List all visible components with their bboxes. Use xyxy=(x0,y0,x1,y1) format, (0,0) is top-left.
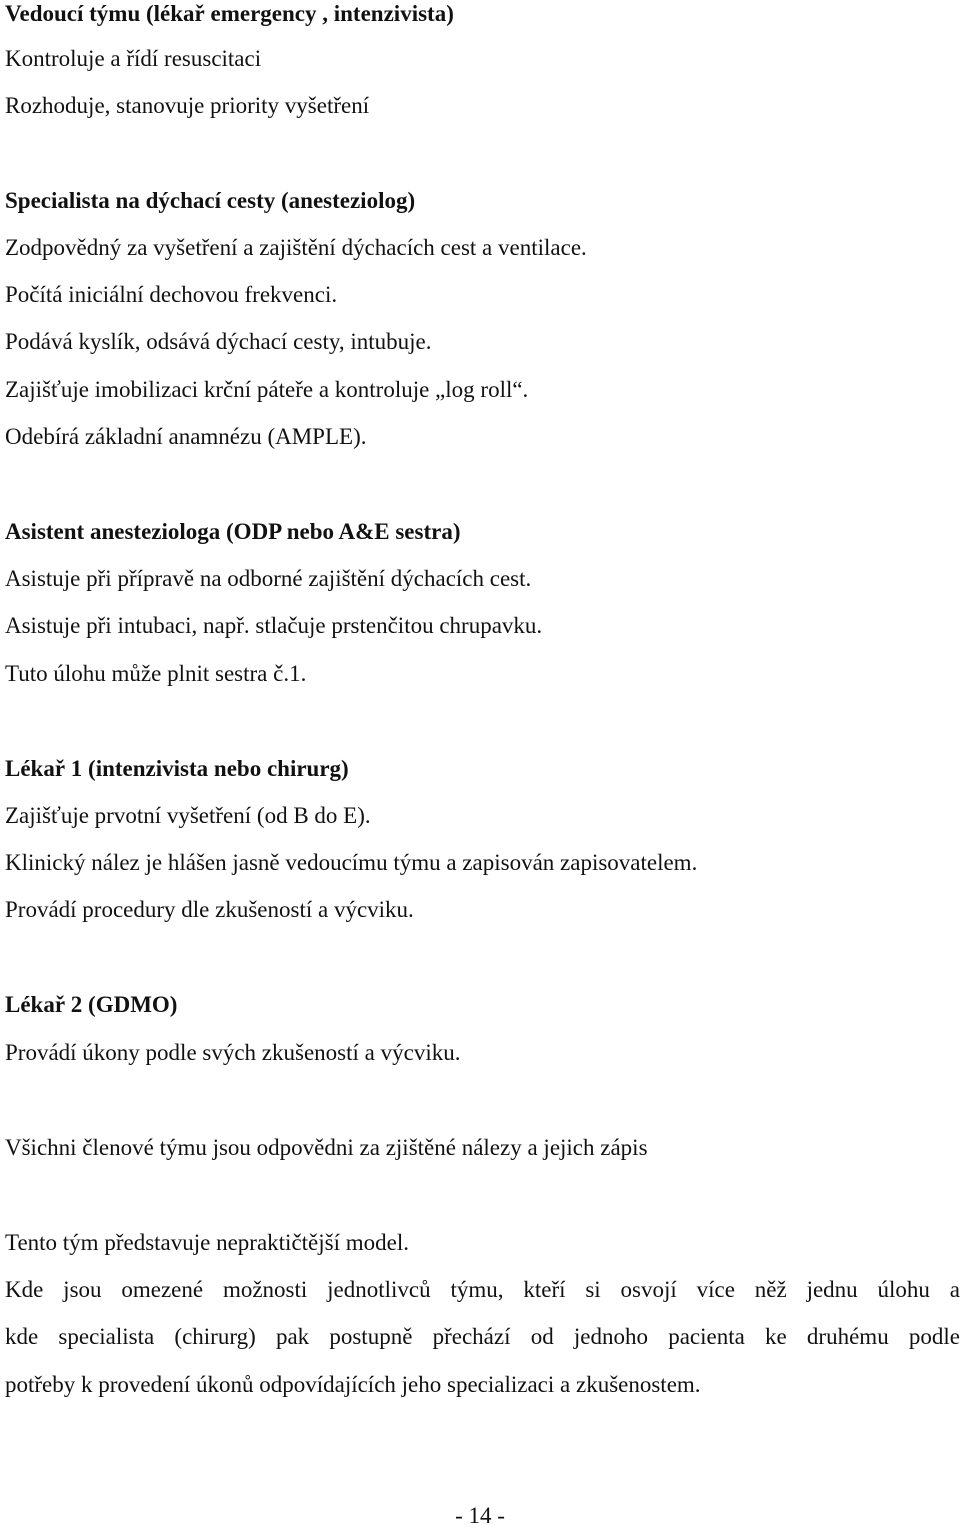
text-line: Klinický nález je hlášen jasně vedoucímu týmu a zapisován zapisovatelem. xyxy=(5,850,698,875)
text-line: Asistuje při intubaci, např. stlačuje prstenčitou chrupavku. xyxy=(5,613,543,638)
page-number: - 14 - xyxy=(455,1503,505,1528)
section-heading-anesthesia-assistant: Asistent anesteziologa (ODP nebo A&E sestra) xyxy=(5,519,461,544)
text-line: Rozhoduje, stanovuje priority vyšetření xyxy=(5,93,370,118)
section-heading-doctor-2: Lékař 2 (GDMO) xyxy=(5,992,178,1017)
text-line: Provádí úkony podle svých zkušeností a výcviku. xyxy=(5,1040,461,1065)
closing-first-sentence: Tento tým představuje nepraktičtější model. xyxy=(5,1230,409,1255)
text-line: Odebírá základní anamnézu (AMPLE). xyxy=(5,424,367,449)
team-responsibility-statement: Všichni členové týmu jsou odpovědni za zjištěné nálezy a jejich zápis xyxy=(5,1135,648,1160)
closing-paragraph-line: kde specialista (chirurg) pak postupně přechází od jednoho pacienta ke druhému podle xyxy=(5,1324,960,1349)
section-heading-doctor-1: Lékař 1 (intenzivista nebo chirurg) xyxy=(5,756,349,781)
text-line: Provádí procedury dle zkušeností a výcviku. xyxy=(5,897,414,922)
closing-paragraph-line: potřeby k provedení úkonů odpovídajících jeho specializaci a zkušenostem. xyxy=(5,1372,701,1397)
section-heading-team-leader: Vedoucí týmu (lékař emergency , intenzivista) xyxy=(5,1,454,26)
text-line: Počítá iniciální dechovou frekvenci. xyxy=(5,282,338,307)
text-line: Asistuje při přípravě na odborné zajištění dýchacích cest. xyxy=(5,566,532,591)
text-line: Tuto úlohu může plnit sestra č.1. xyxy=(5,661,307,686)
text-line: Kontroluje a řídí resuscitaci xyxy=(5,46,262,71)
text-line: Zodpovědný za vyšetření a zajištění dýchacích cest a ventilace. xyxy=(5,235,587,260)
text-line: Podává kyslík, odsává dýchací cesty, intubuje. xyxy=(5,329,432,354)
closing-paragraph-line: Kde jsou omezené možnosti jednotlivců týmu, kteří si osvojí více něž jednu úlohu a xyxy=(5,1277,960,1302)
section-heading-airway-specialist: Specialista na dýchací cesty (anesteziolog) xyxy=(5,188,416,213)
text-line: Zajišťuje imobilizaci krční páteře a kontroluje „log roll“. xyxy=(5,377,529,402)
text-line: Zajišťuje prvotní vyšetření (od B do E). xyxy=(5,803,371,828)
